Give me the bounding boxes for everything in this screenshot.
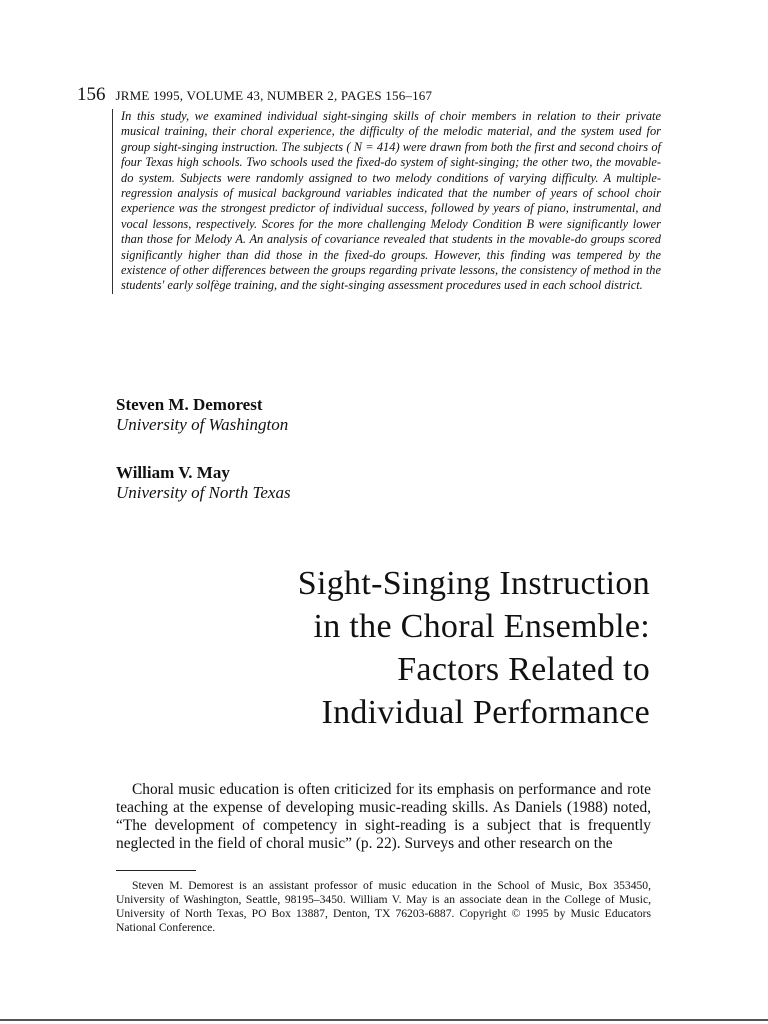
title-line: in the Choral Ensemble: bbox=[313, 608, 650, 645]
title-line: Individual Performance bbox=[321, 694, 650, 731]
running-header bbox=[77, 84, 432, 106]
abstract: In this study, we examined individual sight-singing skills of choir members in relation to their private musical training, their choral experience, the difficulty of the melodic material, and the system used for group sight-singing instruction. The subjects ( N = 414) were drawn from both the first and second choirs of four Texas high schools. Two schools used the fixed-do system of sight-singing; the other two, the movable-do system. Subjects were randomly assigned to two melody conditions of varying difficulty. A multiple-regression analysis of musical background variables indicated that the number of years of school choir experience was the strongest predictor of individual success, followed by years of piano, instrumental, and vocal lessons, respectively. Scores for the more challenging Melody Condition B were significantly lower than those for Melody A. An analysis of covariance revealed that students in the movable-do groups scored significantly higher than did those in the fixed-do groups. However, this finding was tempered by the existence of other differences between the groups regarding private lessons, the consistency of method in the students' early solfège training, and the sight-singing assessment procedures used in each school district. bbox=[112, 109, 661, 294]
author-name: William V. May bbox=[116, 463, 230, 482]
page-number: 156 bbox=[77, 84, 106, 105]
author-affiliation: University of Washington bbox=[116, 415, 289, 434]
journal-reference: JRME 1995, VOLUME 43, NUMBER 2, PAGES 156–167 bbox=[115, 88, 433, 103]
author-affiliation: University of North Texas bbox=[116, 483, 291, 502]
author-footnote: Steven M. Demorest is an assistant professor of music education in the School of Music, Box 353450, University of Washington, Seattle, 98195–3450. William V. May is an associate dean in the College of Music, University of North Texas, PO Box 13887, Denton, TX 76203-6887. Copyright © 1995 by Music Educators National Conference. bbox=[116, 879, 651, 934]
author-block bbox=[116, 463, 291, 503]
author-block bbox=[116, 395, 288, 435]
article-title bbox=[90, 562, 650, 734]
body-paragraph: Choral music education is often criticized for its emphasis on performance and rote teaching at the expense of developing music-reading skills. As Daniels (1988) noted, “The development of competency in sight-reading is a subject that is frequently neglected in the field of choral music” (p. 22). Surveys and other research on the bbox=[116, 781, 651, 852]
author-name: Steven M. Demorest bbox=[116, 395, 263, 414]
footnote-divider bbox=[116, 870, 196, 871]
title-line: Factors Related to bbox=[397, 651, 650, 688]
page-bottom-rule bbox=[0, 1019, 768, 1021]
title-line: Sight-Singing Instruction bbox=[297, 565, 650, 602]
